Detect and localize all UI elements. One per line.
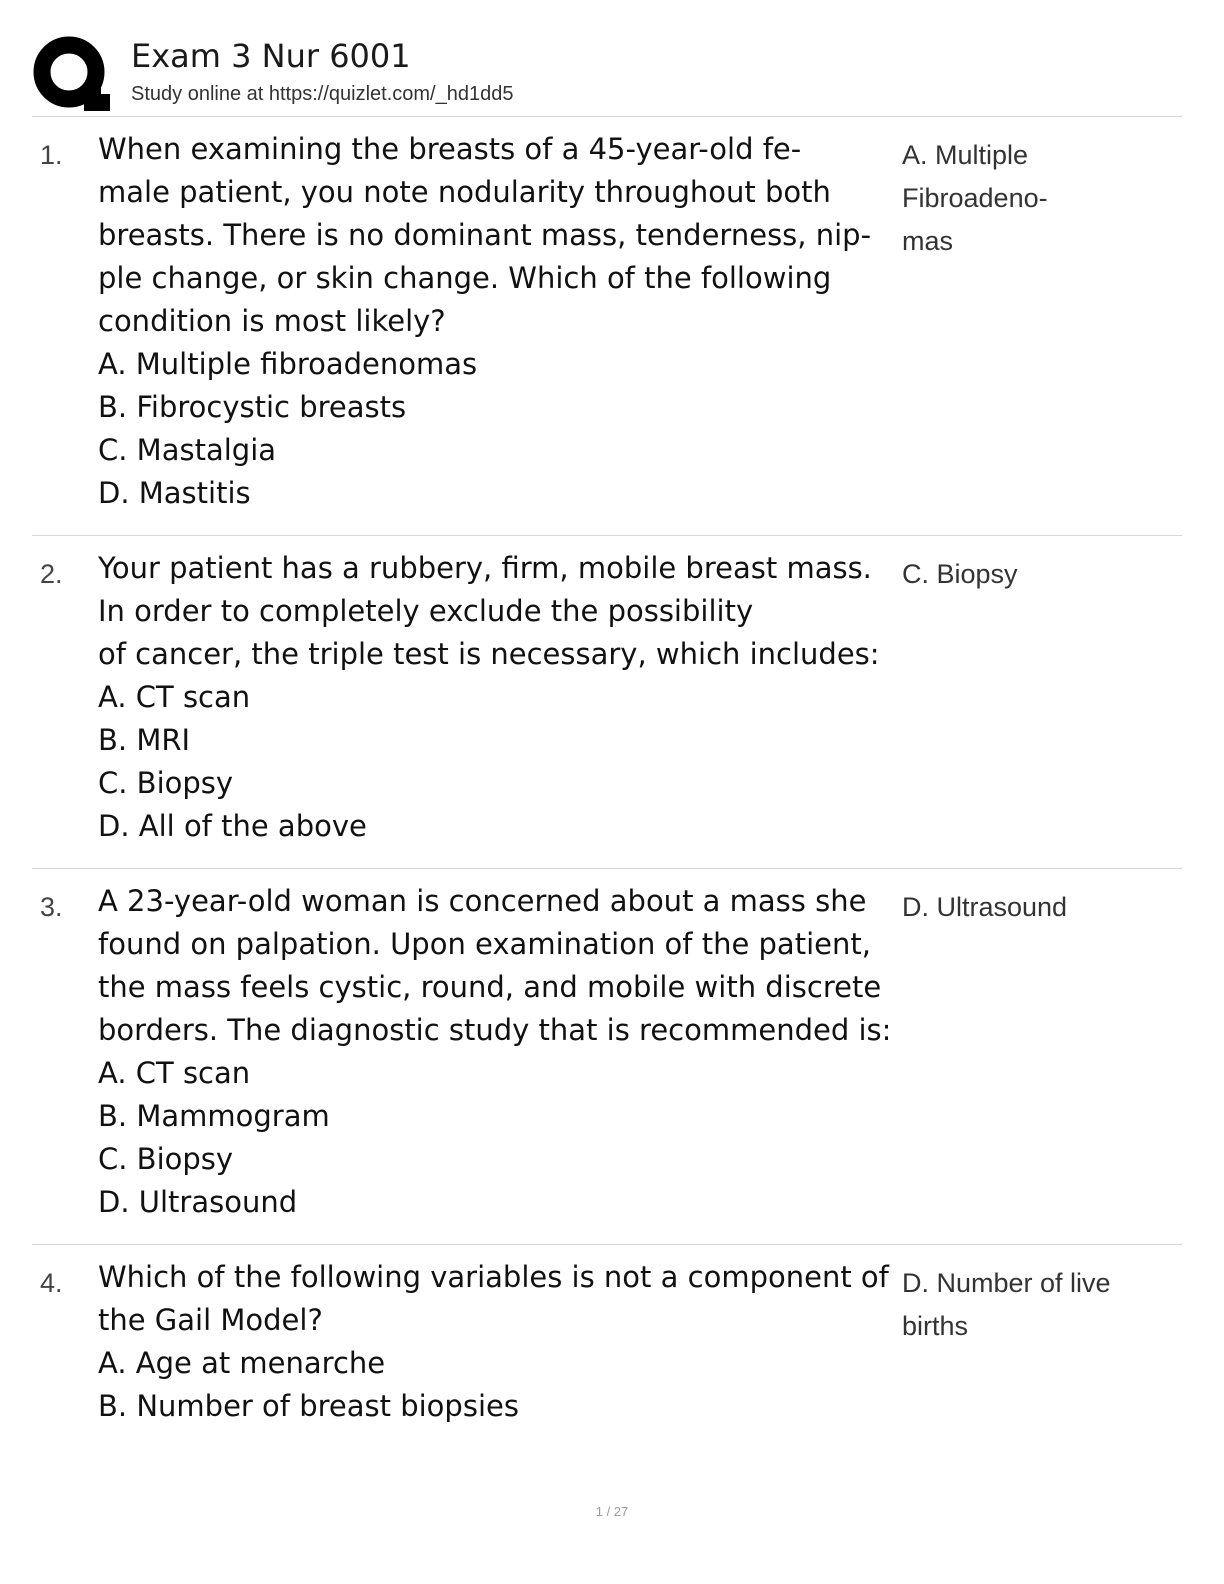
page-header [32, 30, 1192, 116]
card-answer [902, 134, 1172, 263]
option-item: D. Mastitis [98, 476, 251, 510]
option-item: A. CT scan [98, 1056, 251, 1090]
question-line: Your patient has a rubbery, firm, mobile breast mass. [98, 551, 872, 585]
card-answer [902, 1262, 1172, 1348]
question-line: ple change, or skin change. Which of the following [98, 261, 832, 295]
question-line: Which of the following variables is not a component of [98, 1260, 889, 1294]
question-line: borders. The diagnostic study that is recommended is: [98, 1013, 892, 1047]
answer-line: D. Number of live births [902, 1268, 1111, 1341]
card-number: 2. [40, 559, 63, 589]
page-number: 1 / 27 [595, 1504, 629, 1519]
flashcard [32, 117, 1182, 536]
question-line: When examining the breasts of a 45-year-old fe- [98, 132, 802, 166]
option-item: B. Mammogram [98, 1099, 330, 1133]
card-question [98, 880, 898, 1224]
card-number: 3. [40, 892, 63, 922]
card-question [98, 128, 898, 515]
question-line: found on palpation. Upon examination of the patient, [98, 927, 871, 961]
flashcard [32, 536, 1182, 869]
answer-line: C. Biopsy [902, 559, 1018, 589]
option-item: B. Fibrocystic breasts [98, 390, 407, 424]
question-line: male patient, you note nodularity throughout both [98, 175, 831, 209]
page-title: Exam 3 Nur 6001 [131, 37, 411, 75]
question-line: condition is most likely? [98, 304, 446, 338]
card-question [98, 547, 898, 848]
option-item: C. Biopsy [98, 766, 234, 800]
option-item: C. Mastalgia [98, 433, 277, 467]
option-list [98, 1342, 898, 1428]
answer-line: A. Multiple Fibroadeno- [902, 140, 1048, 213]
card-question [98, 1256, 898, 1428]
question-line: the mass feels cystic, round, and mobile with discrete [98, 970, 882, 1004]
answer-line: D. Ultrasound [902, 892, 1068, 922]
option-item: B. Number of breast biopsies [98, 1389, 519, 1423]
answer-line: mas [902, 226, 954, 256]
question-line: breasts. There is no dominant mass, tenderness, nip- [98, 218, 872, 252]
option-item: A. CT scan [98, 680, 251, 714]
option-list [98, 676, 898, 848]
option-item: D. Ultrasound [98, 1185, 298, 1219]
question-line: the Gail Model? [98, 1303, 323, 1337]
card-number: 4. [40, 1268, 63, 1298]
option-list [98, 1052, 898, 1224]
option-item: A. Multiple fibroadenomas [98, 347, 478, 381]
card-answer [902, 886, 1172, 929]
study-online-link[interactable]: Study online at https://quizlet.com/_hd1dd5 [131, 83, 514, 105]
option-item: D. All of the above [98, 809, 367, 843]
card-number: 1. [40, 140, 63, 170]
question-line: A 23-year-old woman is concerned about a mass she [98, 884, 867, 918]
option-list [98, 343, 898, 515]
flashcard [32, 1245, 1182, 1448]
option-item: A. Age at menarche [98, 1346, 386, 1380]
card-answer [902, 553, 1172, 596]
question-line: of cancer, the triple test is necessary, which includes: [98, 637, 880, 671]
option-item: C. Biopsy [98, 1142, 234, 1176]
flashcard-list [32, 117, 1182, 1448]
option-item: B. MRI [98, 723, 191, 757]
flashcard [32, 869, 1182, 1245]
question-line: In order to completely exclude the possibility [98, 594, 754, 628]
quizlet-logo-icon [32, 34, 112, 114]
